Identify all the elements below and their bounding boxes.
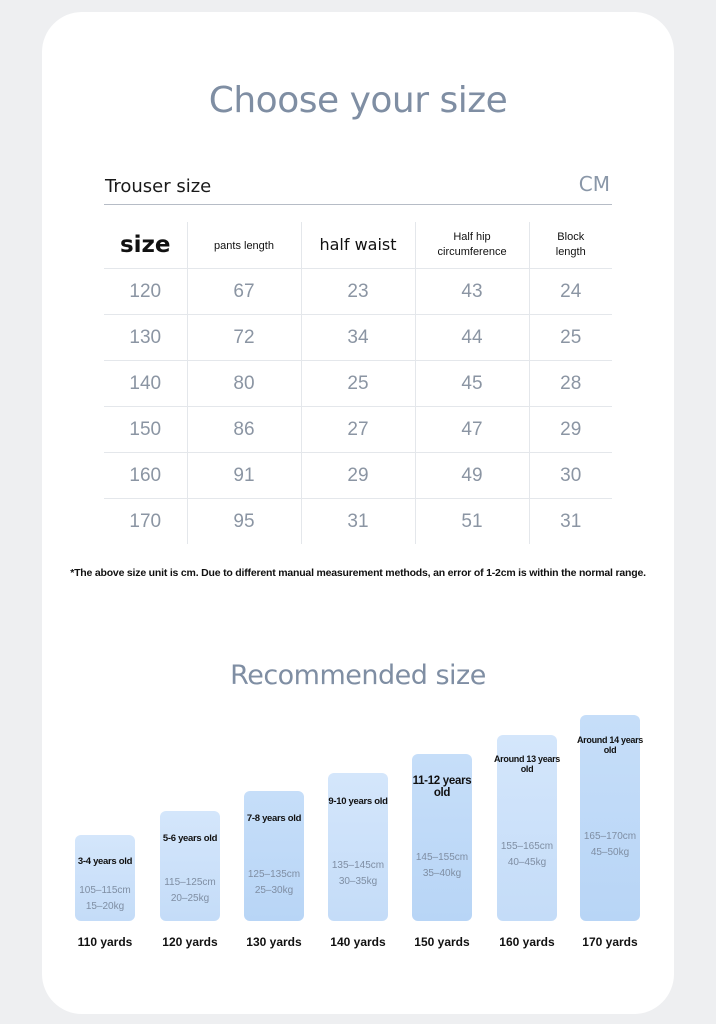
table-cell: 29 [529, 407, 612, 453]
measurement-note: *The above size unit is cm. Due to different manual measurement methods, an error of 1-2cm is within the normal range. [70, 567, 646, 579]
bar-stats [322, 858, 394, 890]
table-cell: 130 [104, 315, 187, 361]
table-row [104, 315, 612, 361]
table-cell: 47 [415, 407, 529, 453]
bar-age-label: 7-8 years old [246, 813, 302, 824]
table-row [104, 269, 612, 315]
yard-label: 130 yards [246, 935, 302, 949]
table-cell: 31 [529, 499, 612, 545]
table-cell: 44 [415, 315, 529, 361]
header-block-length [529, 222, 612, 269]
bar-weight-range: 45–50kg [590, 847, 630, 858]
recommended-title: Recommended size [230, 660, 486, 691]
bar-weight-range: 40–45kg [507, 857, 547, 868]
table-row [104, 361, 612, 407]
table-header-row [104, 222, 612, 269]
size-bar-150 [412, 754, 472, 921]
bar-height-range: 135–145cm [331, 860, 385, 871]
table-cell: 31 [301, 499, 415, 545]
bar-stats [406, 850, 478, 882]
table-cell: 120 [104, 269, 187, 315]
table-cell: 24 [529, 269, 612, 315]
table-cell: 72 [187, 315, 301, 361]
table-row [104, 453, 612, 499]
table-cell: 25 [301, 361, 415, 407]
bar-height-range: 125–135cm [247, 869, 301, 880]
table-row [104, 407, 612, 453]
table-cell: 23 [301, 269, 415, 315]
yard-label: 160 yards [499, 935, 555, 949]
table-cell: 27 [301, 407, 415, 453]
header-pants-length-label: pants length [214, 240, 274, 252]
page-title: Choose your size [208, 80, 508, 121]
table-cell: 25 [529, 315, 612, 361]
table-cell: 150 [104, 407, 187, 453]
table-cell: 67 [187, 269, 301, 315]
bar-height-range: 105–115cm [79, 885, 131, 896]
bar-weight-range: 15–20kg [85, 901, 125, 912]
size-bar-120 [160, 811, 220, 921]
table-cell: 49 [415, 453, 529, 499]
bar-age-label: 11-12 years old [412, 775, 472, 799]
yard-label: 120 yards [162, 935, 218, 949]
table-cell: 34 [301, 315, 415, 361]
header-half-hip [415, 222, 529, 269]
header-block-length-label: Block length [555, 231, 586, 258]
size-bar-130 [244, 791, 304, 921]
size-table [104, 222, 612, 544]
divider [104, 204, 612, 205]
size-bar-160 [493, 735, 561, 921]
bar-age-label: 9-10 years old [328, 796, 388, 807]
header-size-label: size [119, 232, 171, 258]
bar-weight-range: 25–30kg [254, 885, 294, 896]
bar-stats [574, 829, 646, 861]
yard-label: 110 yards [77, 935, 133, 949]
section-subtitle: Trouser size [105, 176, 212, 197]
bar-height-range: 115–125cm [164, 877, 216, 888]
bar-stats [491, 839, 563, 871]
header-half-hip-label: Half hip circumference [437, 231, 507, 258]
table-cell: 140 [104, 361, 187, 407]
table-cell: 91 [187, 453, 301, 499]
bar-age-label: 5-6 years old [162, 833, 218, 844]
header-pants-length [187, 222, 301, 269]
table-cell: 45 [415, 361, 529, 407]
bar-weight-range: 30–35kg [338, 876, 378, 887]
table-cell: 160 [104, 453, 187, 499]
table-cell: 29 [301, 453, 415, 499]
table-row [104, 499, 612, 545]
size-bar-170 [576, 715, 644, 921]
bar-weight-range: 20–25kg [170, 893, 210, 904]
unit-label: CM [578, 172, 610, 196]
table-cell: 28 [529, 361, 612, 407]
yard-label: 170 yards [582, 935, 638, 949]
bar-age-label: Around 14 years old [576, 735, 644, 755]
yard-label: 150 yards [414, 935, 470, 949]
size-bar-140 [328, 773, 388, 921]
bar-height-range: 145–155cm [415, 852, 469, 863]
bar-stats [69, 883, 141, 915]
bar-height-range: 155–165cm [500, 841, 554, 852]
yard-label: 140 yards [330, 935, 386, 949]
table-cell: 95 [187, 499, 301, 545]
table-cell: 170 [129, 510, 162, 532]
header-half-waist-label: half waist [319, 235, 397, 254]
table-cell: 86 [187, 407, 301, 453]
table-cell: 80 [187, 361, 301, 407]
bar-stats [238, 867, 310, 899]
bar-age-label: Around 13 years old [493, 754, 561, 774]
header-size [104, 222, 187, 269]
header-half-waist [301, 222, 415, 269]
bar-weight-range: 35–40kg [422, 868, 462, 879]
bar-height-range: 165–170cm [583, 831, 637, 842]
bar-age-label: 3-4 years old [77, 856, 133, 867]
table-cell: 51 [415, 499, 529, 545]
table-cell: 30 [529, 453, 612, 499]
size-bar-110 [75, 835, 135, 921]
table-cell: 43 [415, 269, 529, 315]
bar-stats [154, 875, 226, 907]
